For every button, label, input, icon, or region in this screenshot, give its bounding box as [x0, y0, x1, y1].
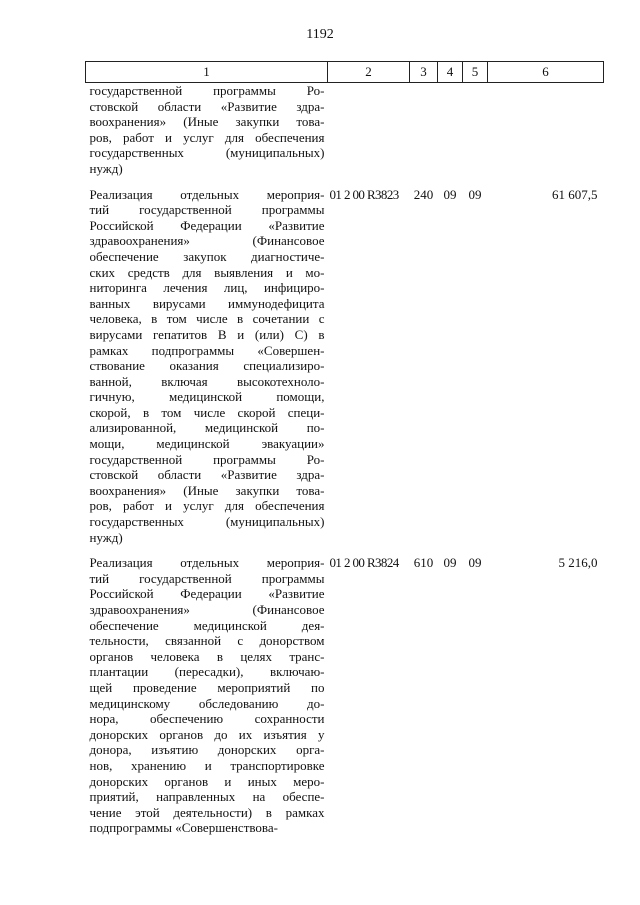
table-row	[86, 83, 604, 177]
description-line: ских средств для выявления и мо-	[89, 264, 325, 280]
description-line: Российской Федерации «Развитие	[89, 217, 325, 233]
header-row	[86, 62, 604, 83]
row-spacer	[86, 545, 604, 555]
description-line: донорских органов и иных меро-	[89, 773, 325, 789]
row-description	[86, 83, 328, 177]
description-line: тельности, связанной с донорством	[89, 633, 325, 649]
description-line: донора, изъятию донорских орга-	[89, 742, 325, 758]
description-line: скорой, в том числе скорой специ-	[89, 404, 325, 420]
description-line: приятий, направленных на обеспе-	[89, 789, 325, 805]
description-line: воохранения» (Иные закупки това-	[89, 482, 325, 498]
row-subsection	[463, 83, 488, 177]
description-line: ализированной, медицинской по-	[89, 420, 325, 436]
description-line: нов, хранению и транспортировке	[89, 757, 325, 773]
description-line: тий государственной программы	[89, 202, 325, 218]
row-spacer	[86, 177, 604, 187]
description-line: государственной программы Ро-	[89, 83, 325, 98]
row-expense-type	[410, 83, 438, 177]
description-line: человека, в том числе в сочетании с	[89, 311, 325, 327]
description-line: мощи, медицинской эвакуации»	[89, 436, 325, 452]
description-line: стовской области «Развитие здра-	[89, 98, 325, 114]
description-line: щей проведение мероприятий по	[89, 679, 325, 695]
column-header-2: 2	[328, 62, 410, 83]
description-line: нужд)	[89, 529, 123, 545]
row-spacer-cell	[86, 177, 604, 187]
column-header-4: 4	[438, 62, 463, 83]
column-header-6: 6	[488, 62, 604, 83]
description-line: стовской области «Развитие здра-	[89, 467, 325, 483]
row-target-code: 01 2 00 R3824	[329, 555, 399, 571]
description-line: гичную, медицинской помощи,	[89, 389, 325, 405]
description-line: ствование оказания специализиро-	[89, 358, 325, 374]
description-line: нора, обеспечению сохранности	[89, 711, 325, 727]
description-line: ванных вирусами иммунодефицита	[89, 295, 325, 311]
description-line: нужд)	[89, 160, 123, 176]
description-line: обеспечение закупок диагностиче-	[89, 248, 325, 264]
row-expense-type: 610	[413, 555, 434, 571]
description-line: донорских органов до их изъятия у	[89, 726, 325, 742]
row-subsection: 09	[468, 555, 482, 571]
description-line: обеспечение медицинской дея-	[89, 617, 325, 633]
description-line: ниторинга лечения лиц, инфициро-	[89, 280, 325, 296]
page-number: 1192	[306, 27, 334, 42]
description-line: рамках подпрограммы «Совершен-	[89, 342, 325, 358]
description-line: медицинскому обследованию до-	[89, 695, 325, 711]
row-description	[86, 187, 328, 546]
description-line: государственных (муниципальных)	[89, 145, 325, 161]
row-target-code	[328, 83, 410, 177]
row-section: 09	[443, 555, 457, 571]
row-spacer-cell	[86, 545, 604, 555]
table-body	[86, 83, 604, 836]
description-line: тий государственной программы	[89, 570, 325, 586]
description-line: здравоохранения» (Финансовое	[89, 233, 325, 249]
description-line: ров, работ и услуг для обеспечения	[89, 498, 325, 514]
description-line: вирусами гепатитов В и (или) С) в	[89, 326, 325, 342]
table-header	[86, 62, 604, 83]
row-subsection: 09	[468, 186, 482, 202]
column-header-5: 5	[463, 62, 488, 83]
row-amount	[488, 83, 604, 177]
budget-table	[85, 61, 604, 836]
table-row	[86, 187, 604, 546]
row-expense-type: 240	[413, 186, 434, 202]
row-amount: 61 607,5	[552, 186, 598, 202]
row-section: 09	[443, 186, 457, 202]
column-header-3: 3	[410, 62, 438, 83]
description-line: органов человека в целях транс-	[89, 648, 325, 664]
description-line: подпрограммы «Совершенствова-	[89, 820, 278, 836]
description-line: чение этой деятельности) в рамках	[89, 804, 325, 820]
description-line: государственных (муниципальных)	[89, 514, 325, 530]
row-amount: 5 216,0	[558, 555, 598, 571]
table-row	[86, 555, 604, 836]
description-line: Реализация отдельных мероприя-	[89, 186, 325, 202]
description-line: воохранения» (Иные закупки това-	[89, 114, 325, 130]
description-line: здравоохранения» (Финансовое	[89, 602, 325, 617]
description-line: ров, работ и услуг для обеспечения	[89, 129, 325, 145]
description-line: плантации (пересадки), включаю-	[89, 664, 325, 680]
description-line: государственной программы Ро-	[89, 451, 325, 467]
column-header-1: 1	[86, 62, 328, 83]
description-line: ванной, включая высокотехноло-	[89, 373, 325, 389]
description-line: Реализация отдельных мероприя-	[89, 555, 325, 571]
row-description	[86, 555, 328, 836]
row-target-code: 01 2 00 R3823	[329, 186, 399, 202]
description-line: Российской Федерации «Развитие	[89, 586, 325, 602]
row-section	[438, 83, 463, 177]
